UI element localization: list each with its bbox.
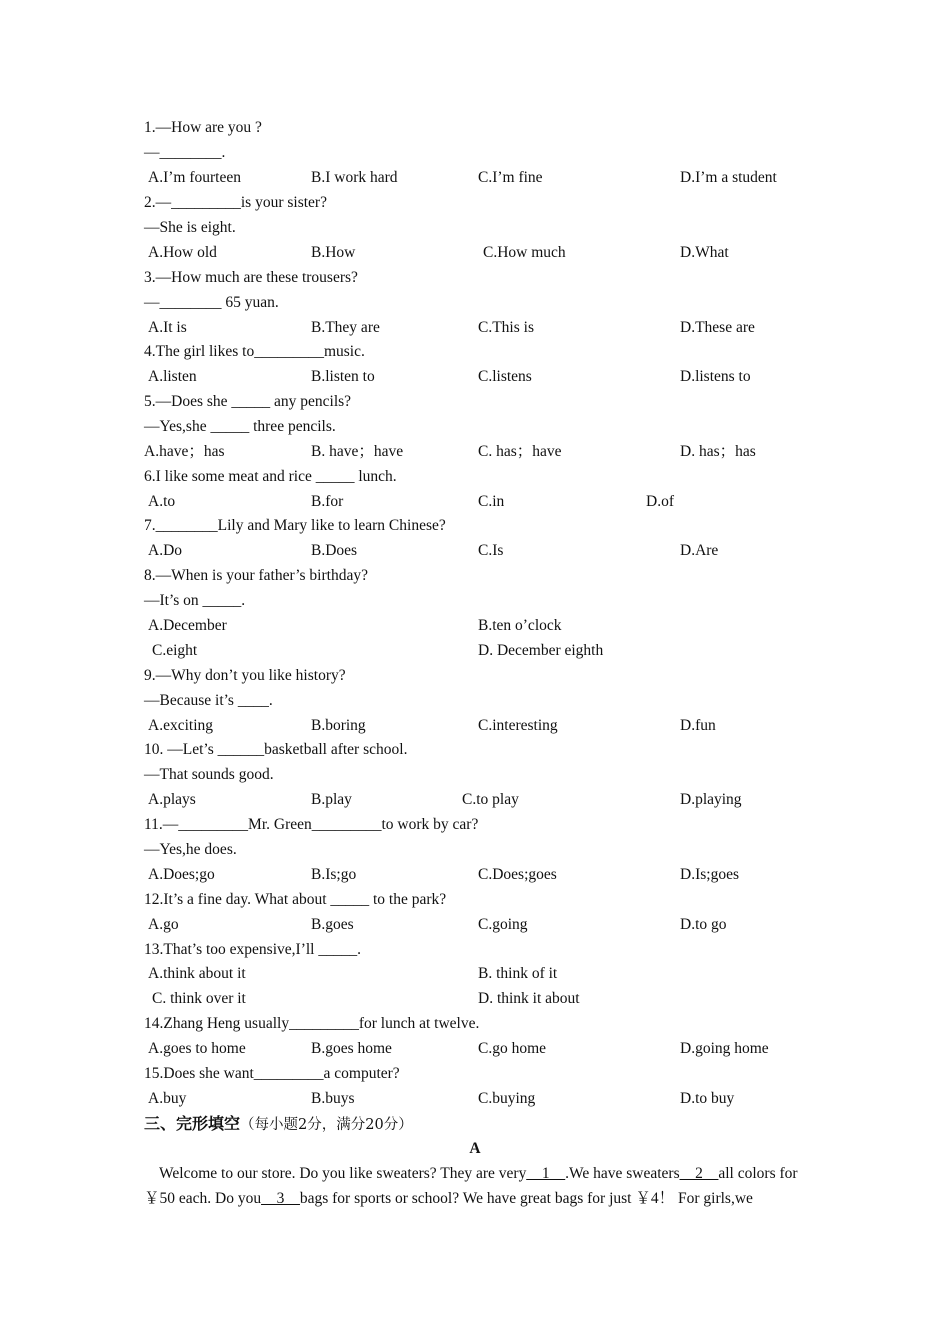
option-b[interactable]: B.ten o’clock: [478, 617, 562, 634]
option-d[interactable]: D.going home: [680, 1040, 769, 1057]
question-2-answer-line: —She is eight.: [144, 219, 236, 236]
option-c[interactable]: C.I’m fine: [478, 169, 543, 186]
question-11-answer-line: —Yes,he does.: [144, 841, 237, 858]
option-d[interactable]: D.These are: [680, 319, 755, 336]
option-b[interactable]: B.for: [311, 493, 344, 510]
question-8-options-row-2: [0, 641, 950, 661]
option-d[interactable]: D.to buy: [680, 1090, 735, 1107]
option-a[interactable]: A.to: [148, 493, 176, 510]
passage-text: .We have sweaters: [565, 1165, 680, 1182]
option-a[interactable]: A.exciting: [148, 717, 213, 734]
option-d[interactable]: D.listens to: [680, 368, 751, 385]
option-c[interactable]: C.Does;goes: [478, 866, 557, 883]
question-14-options: [0, 1039, 950, 1059]
question-9-answer-line: —Because it’s ____.: [144, 692, 273, 709]
option-a[interactable]: A.I’m fourteen: [148, 169, 241, 186]
question-5-options: [0, 442, 950, 462]
option-b[interactable]: B.They are: [311, 319, 380, 336]
option-c[interactable]: C. has；have: [478, 443, 562, 460]
option-b[interactable]: B.goes: [311, 916, 354, 933]
question-14-stem: 14.Zhang Heng usually_________for lunch at twelve.: [144, 1015, 480, 1032]
option-d[interactable]: D. has；has: [680, 443, 756, 460]
option-c[interactable]: C.interesting: [478, 717, 558, 734]
section-heading: [144, 1113, 413, 1136]
question-2-options: [0, 243, 950, 263]
option-a[interactable]: A.It is: [148, 319, 187, 336]
option-b[interactable]: B.Is;go: [311, 866, 357, 883]
option-d[interactable]: D.Is;goes: [680, 866, 739, 883]
option-a[interactable]: A.listen: [148, 368, 197, 385]
option-d[interactable]: D.of: [646, 493, 674, 510]
question-9-stem: 9.—Why don’t you like history?: [144, 667, 346, 684]
question-6-stem: 6.I like some meat and rice _____ lunch.: [144, 468, 397, 485]
option-a[interactable]: A.Do: [148, 542, 183, 559]
question-11-stem: 11.—_________Mr. Green_________to work by car?: [144, 816, 479, 833]
question-8-options-row-1: [0, 616, 950, 636]
option-c[interactable]: C. think over it: [152, 990, 246, 1007]
option-d[interactable]: D.playing: [680, 791, 742, 808]
question-10-answer-line: —That sounds good.: [144, 766, 274, 783]
question-2-stem: 2.—_________is your sister?: [144, 194, 327, 211]
option-a[interactable]: A.goes to home: [148, 1040, 246, 1057]
option-c[interactable]: C.eight: [152, 642, 198, 659]
passage-text: Welcome to our store. Do you like sweaters? They are very: [159, 1165, 527, 1182]
question-5-answer-line: —Yes,she _____ three pencils.: [144, 418, 336, 435]
option-d[interactable]: D.Are: [680, 542, 719, 559]
option-a[interactable]: A.go: [148, 916, 179, 933]
option-c[interactable]: C.in: [478, 493, 505, 510]
option-c[interactable]: C.listens: [478, 368, 532, 385]
option-b[interactable]: B. have；have: [311, 443, 404, 460]
question-3-answer-line: —________ 65 yuan.: [144, 294, 279, 311]
question-15-stem: 15.Does she want_________a computer?: [144, 1065, 400, 1082]
blank-3: __3__: [261, 1190, 300, 1207]
option-a[interactable]: A.plays: [148, 791, 196, 808]
option-b[interactable]: B.buys: [311, 1090, 355, 1107]
question-8-stem: 8.—When is your father’s birthday?: [144, 567, 368, 584]
question-4-stem: 4.The girl likes to_________music.: [144, 343, 365, 360]
question-3-stem: 3.—How much are these trousers?: [144, 269, 358, 286]
option-b[interactable]: B.How: [311, 244, 356, 261]
question-1-stem: 1.—How are you ?: [144, 119, 262, 136]
option-b[interactable]: B. think of it: [478, 965, 558, 982]
option-d[interactable]: D. December eighth: [478, 642, 604, 659]
option-d[interactable]: D.I’m a student: [680, 169, 777, 186]
blank-2: __2__: [679, 1165, 719, 1182]
option-b[interactable]: B.play: [311, 791, 352, 808]
option-d[interactable]: D.to go: [680, 916, 727, 933]
option-a[interactable]: A.How old: [148, 244, 217, 261]
option-d[interactable]: D. think it about: [478, 990, 580, 1007]
option-c[interactable]: C.This is: [478, 319, 534, 336]
question-9-options: [0, 716, 950, 736]
question-3-options: [0, 318, 950, 338]
question-13-options-row-2: [0, 989, 950, 1009]
question-7-stem: 7.________Lily and Mary like to learn Chinese?: [144, 517, 446, 534]
passage-text: bags for sports or school? We have great bags for just ￥4！ For girls,we: [299, 1190, 753, 1207]
option-c[interactable]: C.buying: [478, 1090, 536, 1107]
option-d[interactable]: D.fun: [680, 717, 716, 734]
passage-label: A: [469, 1140, 481, 1157]
option-d[interactable]: D.What: [680, 244, 729, 261]
question-1-options: [0, 168, 950, 188]
question-13-options-row-1: [0, 964, 950, 984]
question-11-options: [0, 865, 950, 885]
option-b[interactable]: B.goes home: [311, 1040, 392, 1057]
passage-text: ￥50 each. Do you: [144, 1190, 262, 1207]
option-b[interactable]: B.listen to: [311, 368, 375, 385]
passage-line-1: [159, 1164, 798, 1184]
question-8-answer-line: —It’s on _____.: [144, 592, 246, 609]
passage-line-2: [144, 1189, 753, 1209]
option-a[interactable]: A.December: [148, 617, 227, 634]
question-10-stem: 10. —Let’s ______basketball after school.: [144, 741, 408, 758]
question-7-options: [0, 541, 950, 561]
option-c[interactable]: C.going: [478, 916, 528, 933]
option-a[interactable]: A.buy: [148, 1090, 187, 1107]
passage-text: all colors for: [718, 1165, 798, 1182]
section-scoring-note: （每小题2分，满分20分）: [240, 1117, 413, 1133]
option-b[interactable]: B.I work hard: [311, 169, 398, 186]
section-title: 三、完形填空: [144, 1114, 241, 1133]
question-15-options: [0, 1089, 950, 1109]
option-b[interactable]: B.boring: [311, 717, 366, 734]
question-4-options: [0, 367, 950, 387]
option-a[interactable]: A.Does;go: [148, 866, 215, 883]
option-c[interactable]: C.How much: [483, 244, 566, 261]
question-13-stem: 13.That’s too expensive,I’ll _____.: [144, 941, 361, 958]
option-c[interactable]: C.Is: [478, 542, 504, 559]
option-a[interactable]: A.think about it: [148, 965, 246, 982]
question-12-options: [0, 915, 950, 935]
question-1-answer-line: —________.: [144, 144, 226, 161]
question-12-stem: 12.It’s a fine day. What about _____ to the park?: [144, 891, 447, 908]
question-10-options: [0, 790, 950, 810]
blank-1: __1__: [526, 1165, 566, 1182]
question-6-options: [0, 492, 950, 512]
question-5-stem: 5.—Does she _____ any pencils?: [144, 393, 352, 410]
option-b[interactable]: B.Does: [311, 542, 358, 559]
option-a[interactable]: A.have；has: [144, 443, 225, 460]
option-c[interactable]: C.go home: [478, 1040, 547, 1057]
option-c[interactable]: C.to play: [462, 791, 519, 808]
